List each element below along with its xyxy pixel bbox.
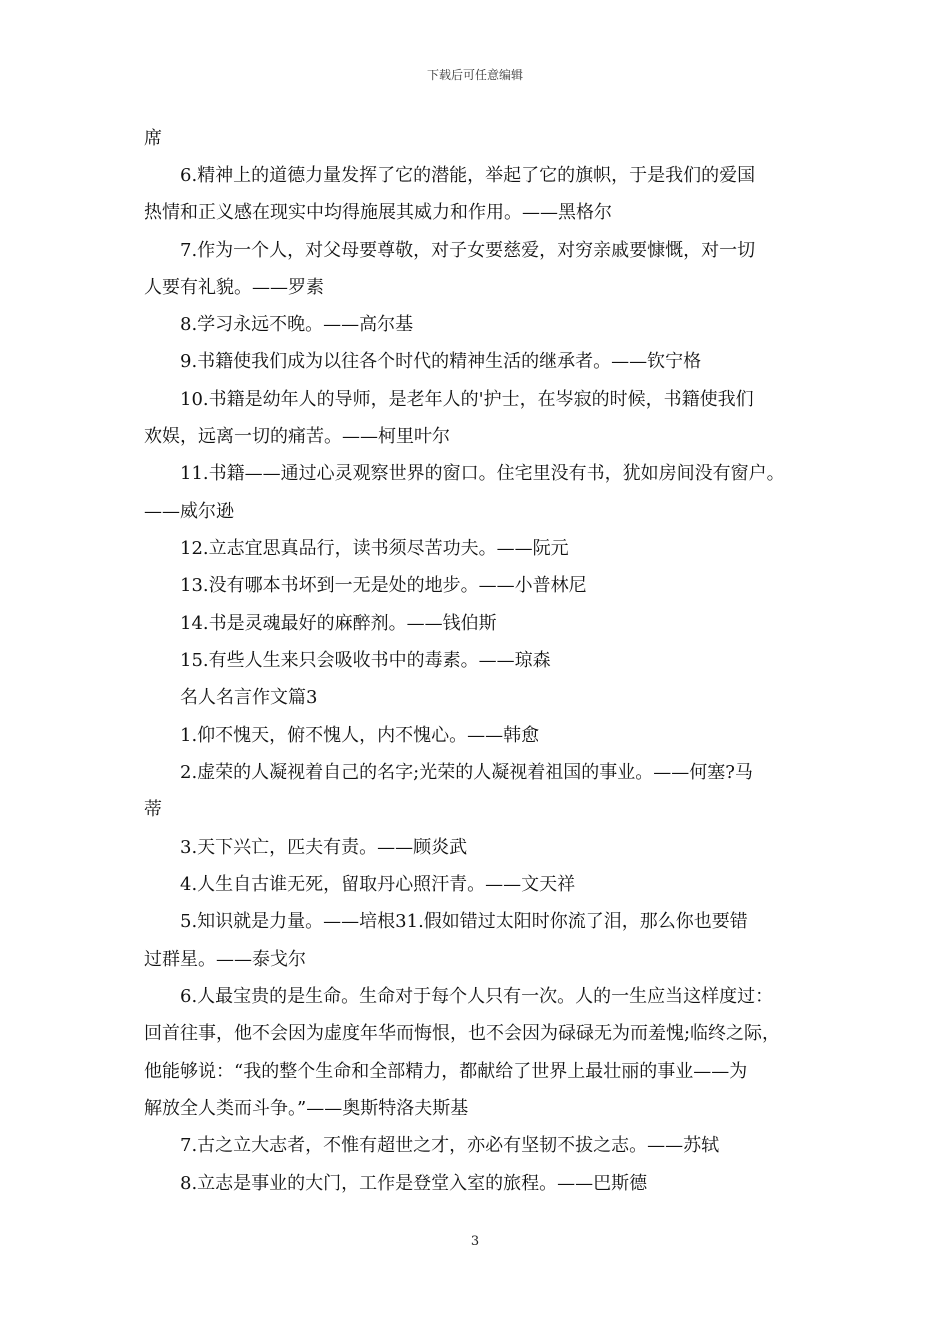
text-line: 8.立志是事业的大门，工作是登堂入室的旅程。——巴斯德 bbox=[180, 1173, 648, 1194]
text-line: 9.书籍使我们成为以往各个时代的精神生活的继承者。——钦宁格 bbox=[180, 351, 702, 372]
text-line: 11.书籍——通过心灵观察世界的窗口。住宅里没有书，犹如房间没有窗户。 bbox=[180, 463, 785, 484]
text-line: 7.古之立大志者，不惟有超世之才，亦必有坚韧不拔之志。——苏轼 bbox=[180, 1135, 720, 1156]
text-line: 6.人最宝贵的是生命。生命对于每个人只有一次。人的一生应当这样度过： bbox=[180, 986, 774, 1007]
page-number: 3 bbox=[470, 1234, 480, 1249]
text-line: 2.虚荣的人凝视着自己的名字;光荣的人凝视着祖国的事业。——何塞?马 bbox=[180, 762, 753, 783]
text-line: 他能够说：“我的整个生命和全部精力，都献给了世界上最壮丽的事业——为 bbox=[144, 1061, 748, 1082]
text-line: 14.书是灵魂最好的麻醉剂。——钱伯斯 bbox=[180, 613, 497, 634]
text-line: 12.立志宜思真品行，读书须尽苦功夫。——阮元 bbox=[180, 538, 569, 559]
text-line: 15.有些人生来只会吸收书中的毒素。——琼森 bbox=[180, 650, 551, 671]
text-line: 3.天下兴亡，匹夫有责。——顾炎武 bbox=[180, 837, 468, 858]
text-line: 6.精神上的道德力量发挥了它的潜能，举起了它的旗帜，于是我们的爱国 bbox=[180, 165, 756, 186]
section-heading: 名人名言作文篇3 bbox=[180, 687, 318, 708]
text-line: 8.学习永远不晚。——高尔基 bbox=[180, 314, 414, 335]
text-line: 席 bbox=[144, 128, 162, 149]
text-line: 人要有礼貌。——罗素 bbox=[144, 277, 324, 298]
text-line: 4.人生自古谁无死，留取丹心照汗青。——文天祥 bbox=[180, 874, 576, 895]
text-line: 欢娱，远离一切的痛苦。——柯里叶尔 bbox=[144, 426, 450, 447]
text-line: 7.作为一个人，对父母要尊敬，对子女要慈爱，对穷亲戚要慷慨，对一切 bbox=[180, 240, 756, 261]
text-line: 回首往事，他不会因为虚度年华而悔恨，也不会因为碌碌无为而羞愧;临终之际， bbox=[144, 1023, 781, 1044]
text-line: 13.没有哪本书坏到一无是处的地步。——小普林尼 bbox=[180, 575, 587, 596]
text-line: 5.知识就是力量。——培根31.假如错过太阳时你流了泪，那么你也要错 bbox=[180, 911, 748, 932]
page-header: 下载后可任意编辑 bbox=[426, 68, 523, 82]
text-line: 蒂 bbox=[144, 799, 162, 820]
text-line: 解放全人类而斗争。”——奥斯特洛夫斯基 bbox=[144, 1098, 469, 1119]
text-line: 1.仰不愧天，俯不愧人，内不愧心。——韩愈 bbox=[180, 725, 540, 746]
text-line: 热情和正义感在现实中均得施展其威力和作用。——黑格尔 bbox=[144, 202, 612, 223]
text-line: ——威尔逊 bbox=[144, 501, 234, 522]
text-line: 10.书籍是幼年人的导师，是老年人的'护士，在岑寂的时候，书籍使我们 bbox=[180, 389, 754, 410]
text-line: 过群星。——泰戈尔 bbox=[144, 949, 306, 970]
